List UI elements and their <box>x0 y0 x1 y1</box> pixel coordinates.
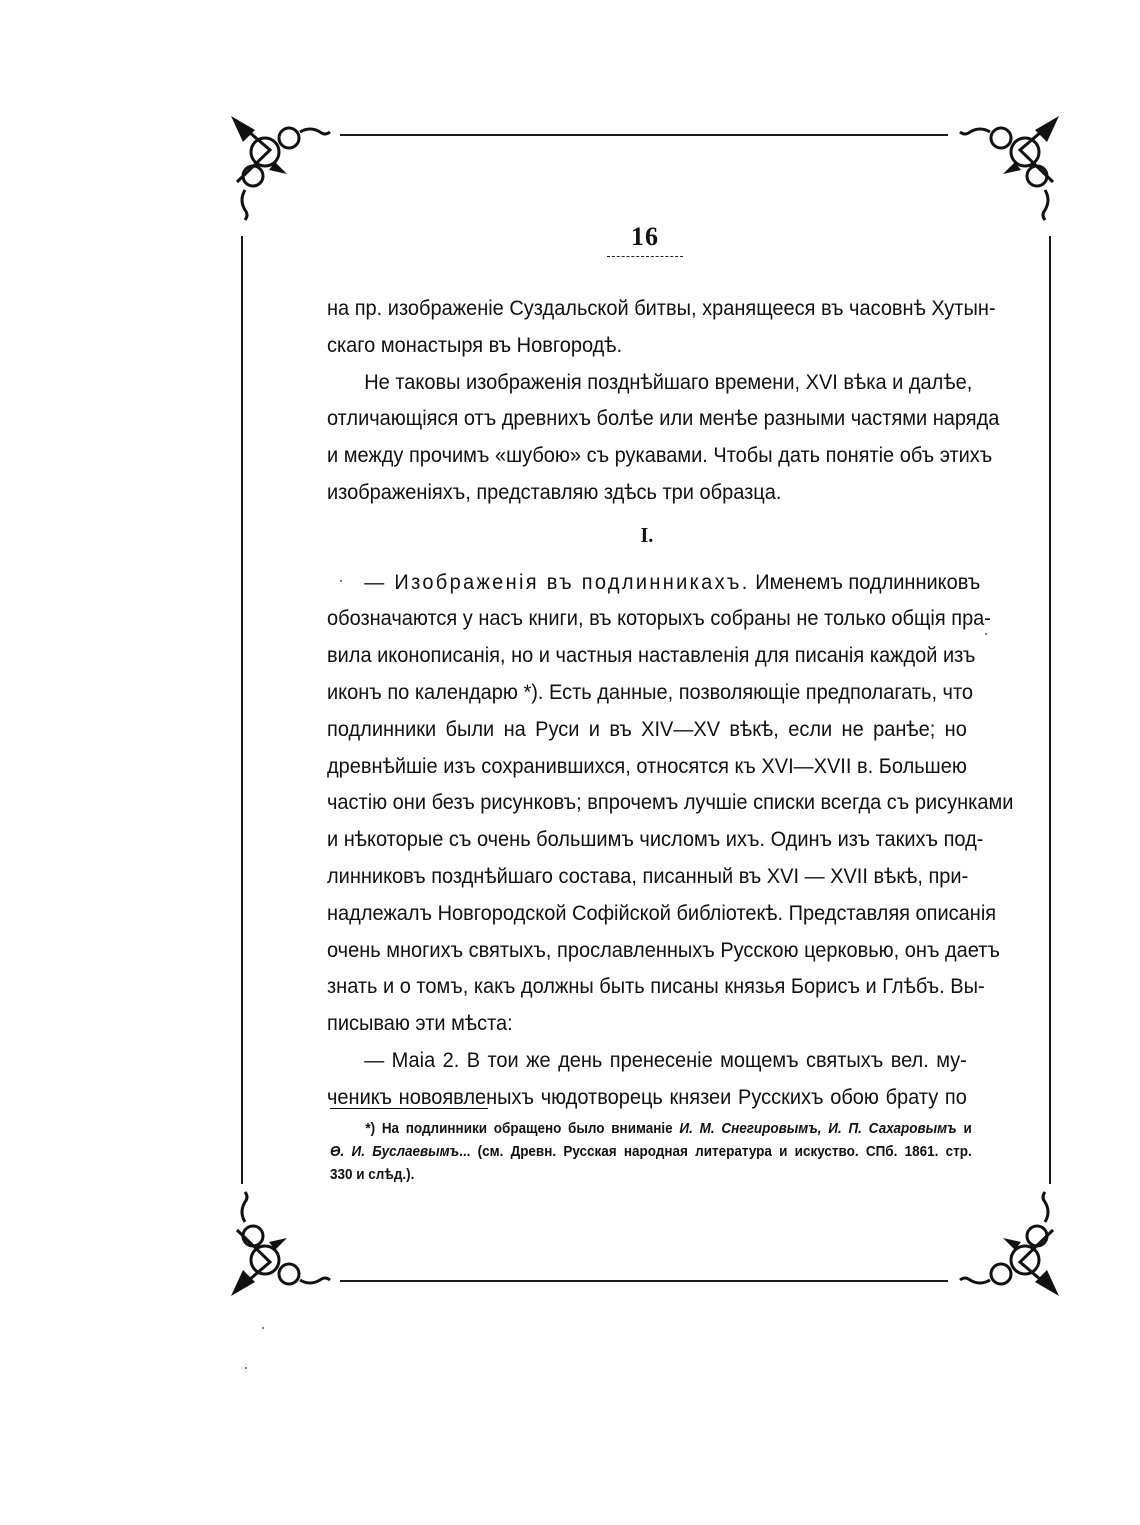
footnote-name: И. М. Снегировымъ, <box>679 1121 822 1137</box>
section-numeral: I. <box>640 522 654 547</box>
frame-left-rule <box>241 236 243 1184</box>
body-line: на пр. изображенiе Суздальской битвы, хранящееся въ часовнѣ Хутын- <box>327 296 996 320</box>
footnote <box>330 1118 972 1187</box>
body-line: и между прочимъ «шубою» съ рукавами. Чтобы дать понятіе объ этихъ <box>327 443 993 468</box>
corner-flourish-bottom-left-icon <box>225 1180 345 1300</box>
body-text <box>327 290 1014 1116</box>
frame-bottom-rule <box>340 1280 948 1282</box>
body-line: обозначаются у насъ книги, въ которыхъ собраны не только общія пра- <box>327 606 991 631</box>
body-line <box>327 564 981 601</box>
body-line: вила иконописанія, но и частныя наставленія для писанія каждой изъ <box>327 643 976 668</box>
footnote-rule <box>330 1108 488 1109</box>
body-line: подлинники были на Руси и въ XIV—XV вѣкѣ, если не ранѣе; но <box>327 716 967 741</box>
page-number-rule <box>607 256 683 257</box>
footnote-text: ... (см. Древн. Русская народная литература и искуство. СПб. 1861. стр. <box>459 1144 972 1160</box>
body-line: иконъ по календарю *). Есть данные, позволяющіе предполагать, что <box>327 679 974 704</box>
body-line: скаго монастыря въ Новгородѣ. <box>327 332 623 357</box>
body-line: Не таковы изображенія позднѣйшаго времени, XVI вѣка и далѣе, <box>364 369 973 394</box>
frame-right-rule <box>1049 236 1051 1184</box>
corner-flourish-bottom-right-icon <box>945 1180 1065 1300</box>
footnote-line: 330 и слѣд.). <box>330 1167 415 1183</box>
body-line: очень многихъ святыхъ, прославленныхъ Русскою церковью, онъ даетъ <box>327 937 1000 962</box>
scan-speck <box>985 633 987 635</box>
body-line: древнѣйшіе изъ сохранившихся, относятся къ XVI—XVII в. Большею <box>327 753 967 778</box>
footnote-name: И. П. Сахаровымъ <box>828 1121 957 1137</box>
body-line: и нѣкоторые съ очень большимъ числомъ ихъ. Одинъ изъ такихъ под- <box>327 827 984 852</box>
footnote-line <box>330 1141 972 1164</box>
frame-top-rule <box>340 134 948 136</box>
body-line-rest: Именемъ подлинниковъ <box>755 569 981 594</box>
scan-speck <box>262 1327 264 1329</box>
corner-flourish-top-right-icon <box>945 112 1065 232</box>
section-lead: — Изображенія въ подлинникахъ. <box>364 569 750 594</box>
body-line: изображеніяхъ, представляю здѣсь три образца. <box>327 479 782 504</box>
footnote-line <box>330 1118 972 1141</box>
body-line: ченикъ новоявленыхъ чюдотворець князеи Русскихъ обою брату по <box>327 1084 967 1109</box>
footnote-marker: *) На подлинники обращено было вниманіе <box>365 1121 673 1137</box>
body-line: писываю эти мѣста: <box>327 1011 513 1036</box>
scan-speck <box>340 580 342 582</box>
body-line: отличающіяся отъ древнихъ болѣе или менѣе разными частями наряда <box>327 406 1000 431</box>
corner-flourish-top-left-icon <box>225 112 345 232</box>
footnote-name: Ѳ. И. Буслаевымъ <box>330 1144 460 1160</box>
body-line: надлежалъ Новгородской Софійской библіотекѣ. Представляя описанія <box>327 900 997 925</box>
body-line: знать и о томъ, какъ должны быть писаны князья Борисъ и Глѣбъ. Вы- <box>327 974 985 999</box>
footnote-conj: и <box>963 1121 972 1137</box>
scan-speck <box>245 1367 247 1369</box>
body-line: частію они безъ рисунковъ; впрочемъ лучшіе списки всегда съ рисунками <box>327 790 1014 815</box>
page-number: 16 <box>631 222 659 251</box>
body-line: линниковъ позднѣйшаго состава, писанный въ XVI — XVII вѣкѣ, при- <box>327 863 969 888</box>
body-line: — Маіа 2. В тои же день пренесеніе мощемъ святыхъ вел. му- <box>364 1047 967 1072</box>
